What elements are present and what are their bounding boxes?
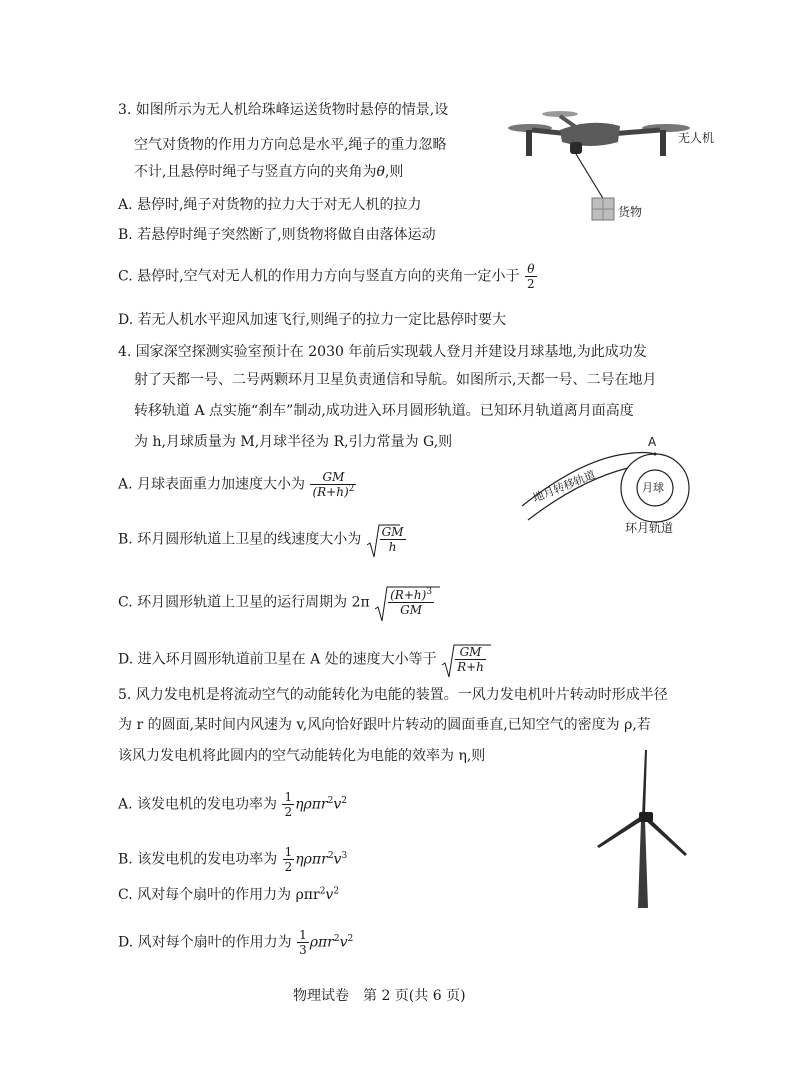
- fraction-numerator: (R+h): [390, 588, 427, 602]
- q3-option-b: B. 若悬停时绳子突然断了,则货物将做自由落体运动: [118, 227, 436, 243]
- q4-option-a-fraction: [310, 470, 356, 499]
- exponent: 2: [333, 886, 340, 897]
- fraction-denominator: h: [388, 540, 397, 554]
- q3-theta: θ: [376, 164, 385, 180]
- q3-option-c-text: C. 悬停时,空气对无人机的作用力方向与竖直方向的夹角一定小于: [118, 268, 520, 285]
- q4-option-a: [118, 470, 357, 499]
- wind-turbine-figure: [595, 750, 695, 915]
- q5-a-expr-v: v: [333, 796, 342, 813]
- q4-option-c: [118, 588, 435, 617]
- q5-stem-line-3: 该风力发电机将此圆内的空气动能转化为电能的效率为 η,则: [118, 748, 486, 764]
- fraction-numerator: 1: [299, 928, 307, 942]
- drone-leg-right: [660, 130, 666, 156]
- q3-option-c-fraction: [525, 262, 537, 291]
- q5-option-b-text: B. 该发电机的发电功率为: [118, 851, 278, 868]
- q4-option-d: [118, 645, 487, 674]
- q5-option-d-fraction: [297, 928, 309, 957]
- fraction-numerator: GM: [310, 470, 356, 485]
- fraction-numerator: 1: [284, 790, 293, 804]
- q4-stem-line-2: 射了天都一号、二号两颗环月卫星负责通信和导航。如图所示,天都一号、二号在地月: [134, 372, 657, 388]
- sqrt-sign-icon: [366, 523, 400, 559]
- lunar-orbit-label: 环月轨道: [625, 521, 674, 535]
- page-footer: 物理试卷 第 2 页(共 6 页): [293, 988, 466, 1004]
- rope: [576, 154, 604, 200]
- moon-label: 月球: [642, 481, 664, 494]
- fraction-denominator: (R+h): [312, 485, 349, 499]
- q3-option-a: A. 悬停时,绳子对货物的拉力大于对无人机的拉力: [118, 197, 422, 213]
- exponent: 2: [341, 795, 348, 806]
- sqrt-sign-icon: [374, 585, 440, 623]
- point-a: [654, 453, 657, 456]
- q4-stem-line-4: 为 h,月球质量为 M,月球半径为 R,引力常量为 G,则: [134, 434, 453, 450]
- q4-option-b: [118, 525, 407, 554]
- fraction-numerator: GM: [455, 645, 486, 660]
- q4-option-b-text: B. 环月圆形轨道上卫星的线速度大小为: [118, 531, 362, 548]
- q3-option-d: D. 若无人机水平迎风加速飞行,则绳子的拉力一定比悬停时要大: [118, 312, 507, 328]
- fraction-denominator: 2: [284, 860, 293, 874]
- turbine-blade-up: [642, 750, 647, 816]
- fraction-numerator: θ: [525, 262, 537, 277]
- drone-figure: [500, 100, 700, 230]
- q5-option-a-fraction: [282, 790, 294, 819]
- sqrt-sign-icon: [441, 643, 491, 679]
- q3-stem-end: ,则: [384, 164, 404, 180]
- q4-option-c-text: C. 环月圆形轨道上卫星的运行周期为 2π: [118, 594, 370, 611]
- q5-option-b: [118, 845, 347, 874]
- exponent: 2: [327, 795, 334, 806]
- drone-leg-left: [526, 130, 532, 156]
- q5-option-d: [118, 928, 353, 957]
- fraction-numerator: 1: [284, 845, 293, 859]
- q3-stem-line-2: 空气对货物的作用力方向总是水平,绳子的重力忽略: [134, 137, 447, 153]
- q5-option-a-text: A. 该发电机的发电功率为: [118, 796, 278, 813]
- q5-a-expr: ηρπr: [295, 796, 328, 813]
- q4-stem-line-3: 转移轨道 A 点实施“刹车”制动,成功进入环月圆形轨道。已知环月轨道离月面高度: [134, 403, 634, 419]
- q5-option-b-fraction: [283, 845, 295, 874]
- q5-option-d-text: D. 风对每个扇叶的作用力为: [118, 934, 292, 951]
- exponent: 2: [348, 484, 355, 494]
- q5-c-expr-v: v: [325, 887, 334, 903]
- drone-body: [560, 123, 620, 146]
- q5-option-c-text: C. 风对每个扇叶的作用力为 ρπr: [118, 887, 320, 903]
- fraction-denominator: R+h: [457, 660, 484, 674]
- exponent: 2: [319, 886, 326, 897]
- drone-label: 无人机: [678, 131, 715, 145]
- q4-option-c-sqrt: [374, 588, 435, 617]
- q5-b-expr: ηρπr: [295, 851, 328, 868]
- q3-option-c: [118, 262, 538, 291]
- exponent: 2: [333, 933, 340, 944]
- turbine-tower: [638, 820, 648, 908]
- fraction-numerator: GM: [381, 525, 404, 539]
- turbine-nacelle: [639, 812, 653, 822]
- q3-stem-line-3: [134, 162, 403, 182]
- fraction-denominator: 2: [284, 805, 293, 819]
- fraction-denominator: GM: [400, 603, 423, 617]
- turbine-blade-right: [645, 816, 687, 856]
- q5-stem-line-1: 5. 风力发电机是将流动空气的动能转化为电能的装置。一风力发电机叶片转动时形成半径: [118, 687, 668, 703]
- q4-stem-line-1: 4. 国家深空探测实验室预计在 2030 年前后实现载人登月并建设月球基地,为此成功发: [118, 344, 647, 360]
- q4-option-b-sqrt: [366, 525, 407, 554]
- orbit-point-a-label: A: [648, 435, 657, 449]
- exponent: 2: [327, 850, 334, 861]
- fraction-denominator: 3: [299, 943, 307, 957]
- exponent: 3: [341, 850, 348, 861]
- q5-option-a: [118, 790, 347, 819]
- exponent: 3: [426, 587, 433, 597]
- q4-option-d-sqrt: [441, 645, 487, 674]
- q5-option-c: [118, 885, 339, 905]
- q4-option-a-text: A. 月球表面重力加速度大小为: [118, 476, 306, 493]
- q5-b-expr-v: v: [333, 851, 342, 868]
- turbine-blade-left: [597, 816, 643, 848]
- exponent: 2: [347, 933, 354, 944]
- q3-stem-text: 不计,且悬停时绳子与竖直方向的夹角为: [134, 164, 377, 180]
- q3-stem-line-1: 3. 如图所示为无人机给珠峰运送货物时悬停的情景,设: [118, 102, 449, 118]
- drone-camera-icon: [570, 142, 582, 154]
- transfer-orbit-label: 地月转移轨道: [531, 468, 598, 505]
- q5-d-expr-v: v: [339, 934, 348, 951]
- cargo-label: 货物: [618, 205, 643, 219]
- fraction-denominator: 2: [527, 277, 535, 291]
- q5-stem-line-2: 为 r 的圆面,某时间内风速为 v,风向恰好跟叶片转动的圆面垂直,已知空气的密度为 ρ,若: [118, 717, 651, 733]
- q5-d-expr: ρπr: [309, 934, 334, 951]
- q4-option-d-text: D. 进入环月圆形轨道前卫星在 A 处的速度大小等于: [118, 651, 437, 668]
